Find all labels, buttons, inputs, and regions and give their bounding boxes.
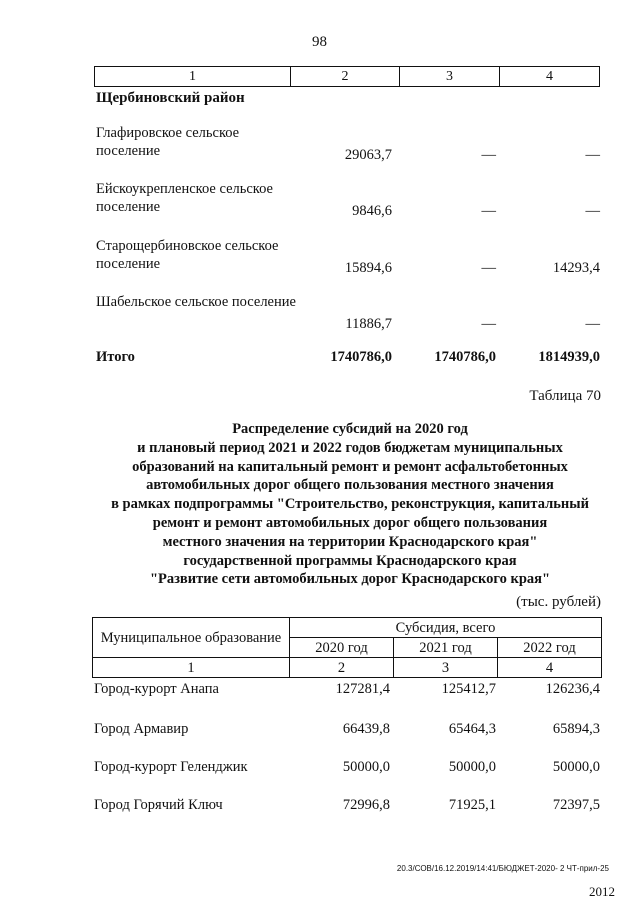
value-col-4: 14293,4 (552, 260, 600, 276)
total-col-2: 1740786,0 (330, 349, 392, 365)
value-2022: 72397,5 (552, 797, 600, 813)
title-line: ремонт и ремонт автомобильных дорог общего пользования (152, 514, 548, 531)
header-num-2: 2 (290, 658, 394, 678)
header-municipality: Муниципальное образование (93, 618, 290, 658)
header-num-4: 4 (498, 658, 602, 678)
municipality-name: Город-курорт Геленджик (94, 759, 248, 775)
title-line: Распределение субсидий на 2020 год (232, 421, 468, 437)
title-line: "Развитие сети автомобильных дорог Краснодарского края" (149, 571, 551, 588)
value-col-4: — (585, 147, 600, 163)
total-col-3: 1740786,0 (434, 349, 496, 365)
table-row (96, 293, 600, 333)
header-year-2022: 2022 год (498, 638, 602, 658)
value-col-3: — (481, 260, 496, 276)
header-subsidy-total: Субсидия, всего (290, 618, 602, 638)
table-row (94, 681, 600, 701)
settlement-name: Старощербиновское сельское поселение (96, 238, 279, 272)
title-line: автомобильных дорог общего пользования местного значения (146, 477, 554, 494)
page-number: 98 (312, 34, 327, 50)
value-2021: 50000,0 (448, 759, 496, 775)
table-row (94, 721, 600, 741)
municipality-name: Город Горячий Ключ (94, 797, 223, 813)
total-col-4: 1814939,0 (538, 349, 600, 365)
header-year-2021: 2021 год (394, 638, 498, 658)
municipality-name: Город Армавир (94, 721, 189, 737)
footer-stamp-number: 2012 (589, 884, 615, 899)
title-line: местного значения на территории Краснодарского края" (162, 533, 538, 550)
value-col-2: 9846,6 (352, 203, 392, 219)
table-row (96, 124, 600, 164)
table-number-label: Таблица 70 (529, 388, 601, 404)
table-row (96, 180, 600, 220)
value-col-2: 29063,7 (344, 147, 392, 163)
settlement-name: Шабельское сельское поселение (96, 294, 296, 310)
header-num-1: 1 (93, 658, 290, 678)
municipality-name: Город-курорт Анапа (94, 681, 219, 697)
title-line: и плановый период 2021 и 2022 годов бюджетам муниципальных (137, 439, 563, 456)
settlement-name: Глафировское сельское поселение (96, 125, 240, 159)
value-col-3: — (481, 203, 496, 219)
settlement-name: Ейскоукрепленское сельское поселение (96, 181, 273, 215)
table-row (94, 759, 600, 779)
table-row (96, 237, 600, 277)
table1-header-col-2: 2 (291, 67, 400, 86)
value-col-2: 15894,6 (344, 260, 392, 276)
subsidy-table-header (92, 617, 602, 678)
value-2022: 126236,4 (545, 681, 600, 697)
value-col-3: — (481, 147, 496, 163)
value-col-4: — (585, 316, 600, 332)
table1-header-row (94, 66, 600, 87)
table1-header-col-1: 1 (95, 67, 291, 86)
total-label: Итого (96, 349, 135, 365)
units-label: (тыс. рублей) (516, 594, 601, 610)
value-col-3: — (481, 316, 496, 332)
value-2021: 125412,7 (441, 681, 496, 697)
document-title (60, 420, 639, 589)
value-2021: 71925,1 (448, 797, 496, 813)
title-line: государственной программы Краснодарского края (183, 552, 517, 569)
header-year-2020: 2020 год (290, 638, 394, 658)
value-2022: 65894,3 (552, 721, 600, 737)
table-row (94, 797, 600, 817)
title-line: в рамках подпрограммы "Строительство, реконструкция, капитальный (111, 496, 589, 513)
header-num-3: 3 (394, 658, 498, 678)
table1-header-col-3: 3 (400, 67, 500, 86)
value-2020: 72996,8 (342, 797, 390, 813)
footer-document-code: 20.3/СОВ/16.12.2019/14:41/БЮДЖЕТ-2020- 2 ЧТ-прил-25 (396, 864, 609, 873)
table1-header-col-4: 4 (546, 69, 553, 84)
value-2020: 66439,8 (342, 721, 390, 737)
title-line: образований на капитальный ремонт и ремонт асфальтобетонных (132, 458, 568, 475)
value-2022: 50000,0 (552, 759, 600, 775)
value-2020: 50000,0 (342, 759, 390, 775)
value-col-4: — (585, 203, 600, 219)
total-row (96, 349, 600, 367)
value-col-2: 11886,7 (345, 316, 392, 332)
district-heading: Щербиновский район (96, 90, 245, 106)
value-2020: 127281,4 (335, 681, 390, 697)
value-2021: 65464,3 (448, 721, 496, 737)
